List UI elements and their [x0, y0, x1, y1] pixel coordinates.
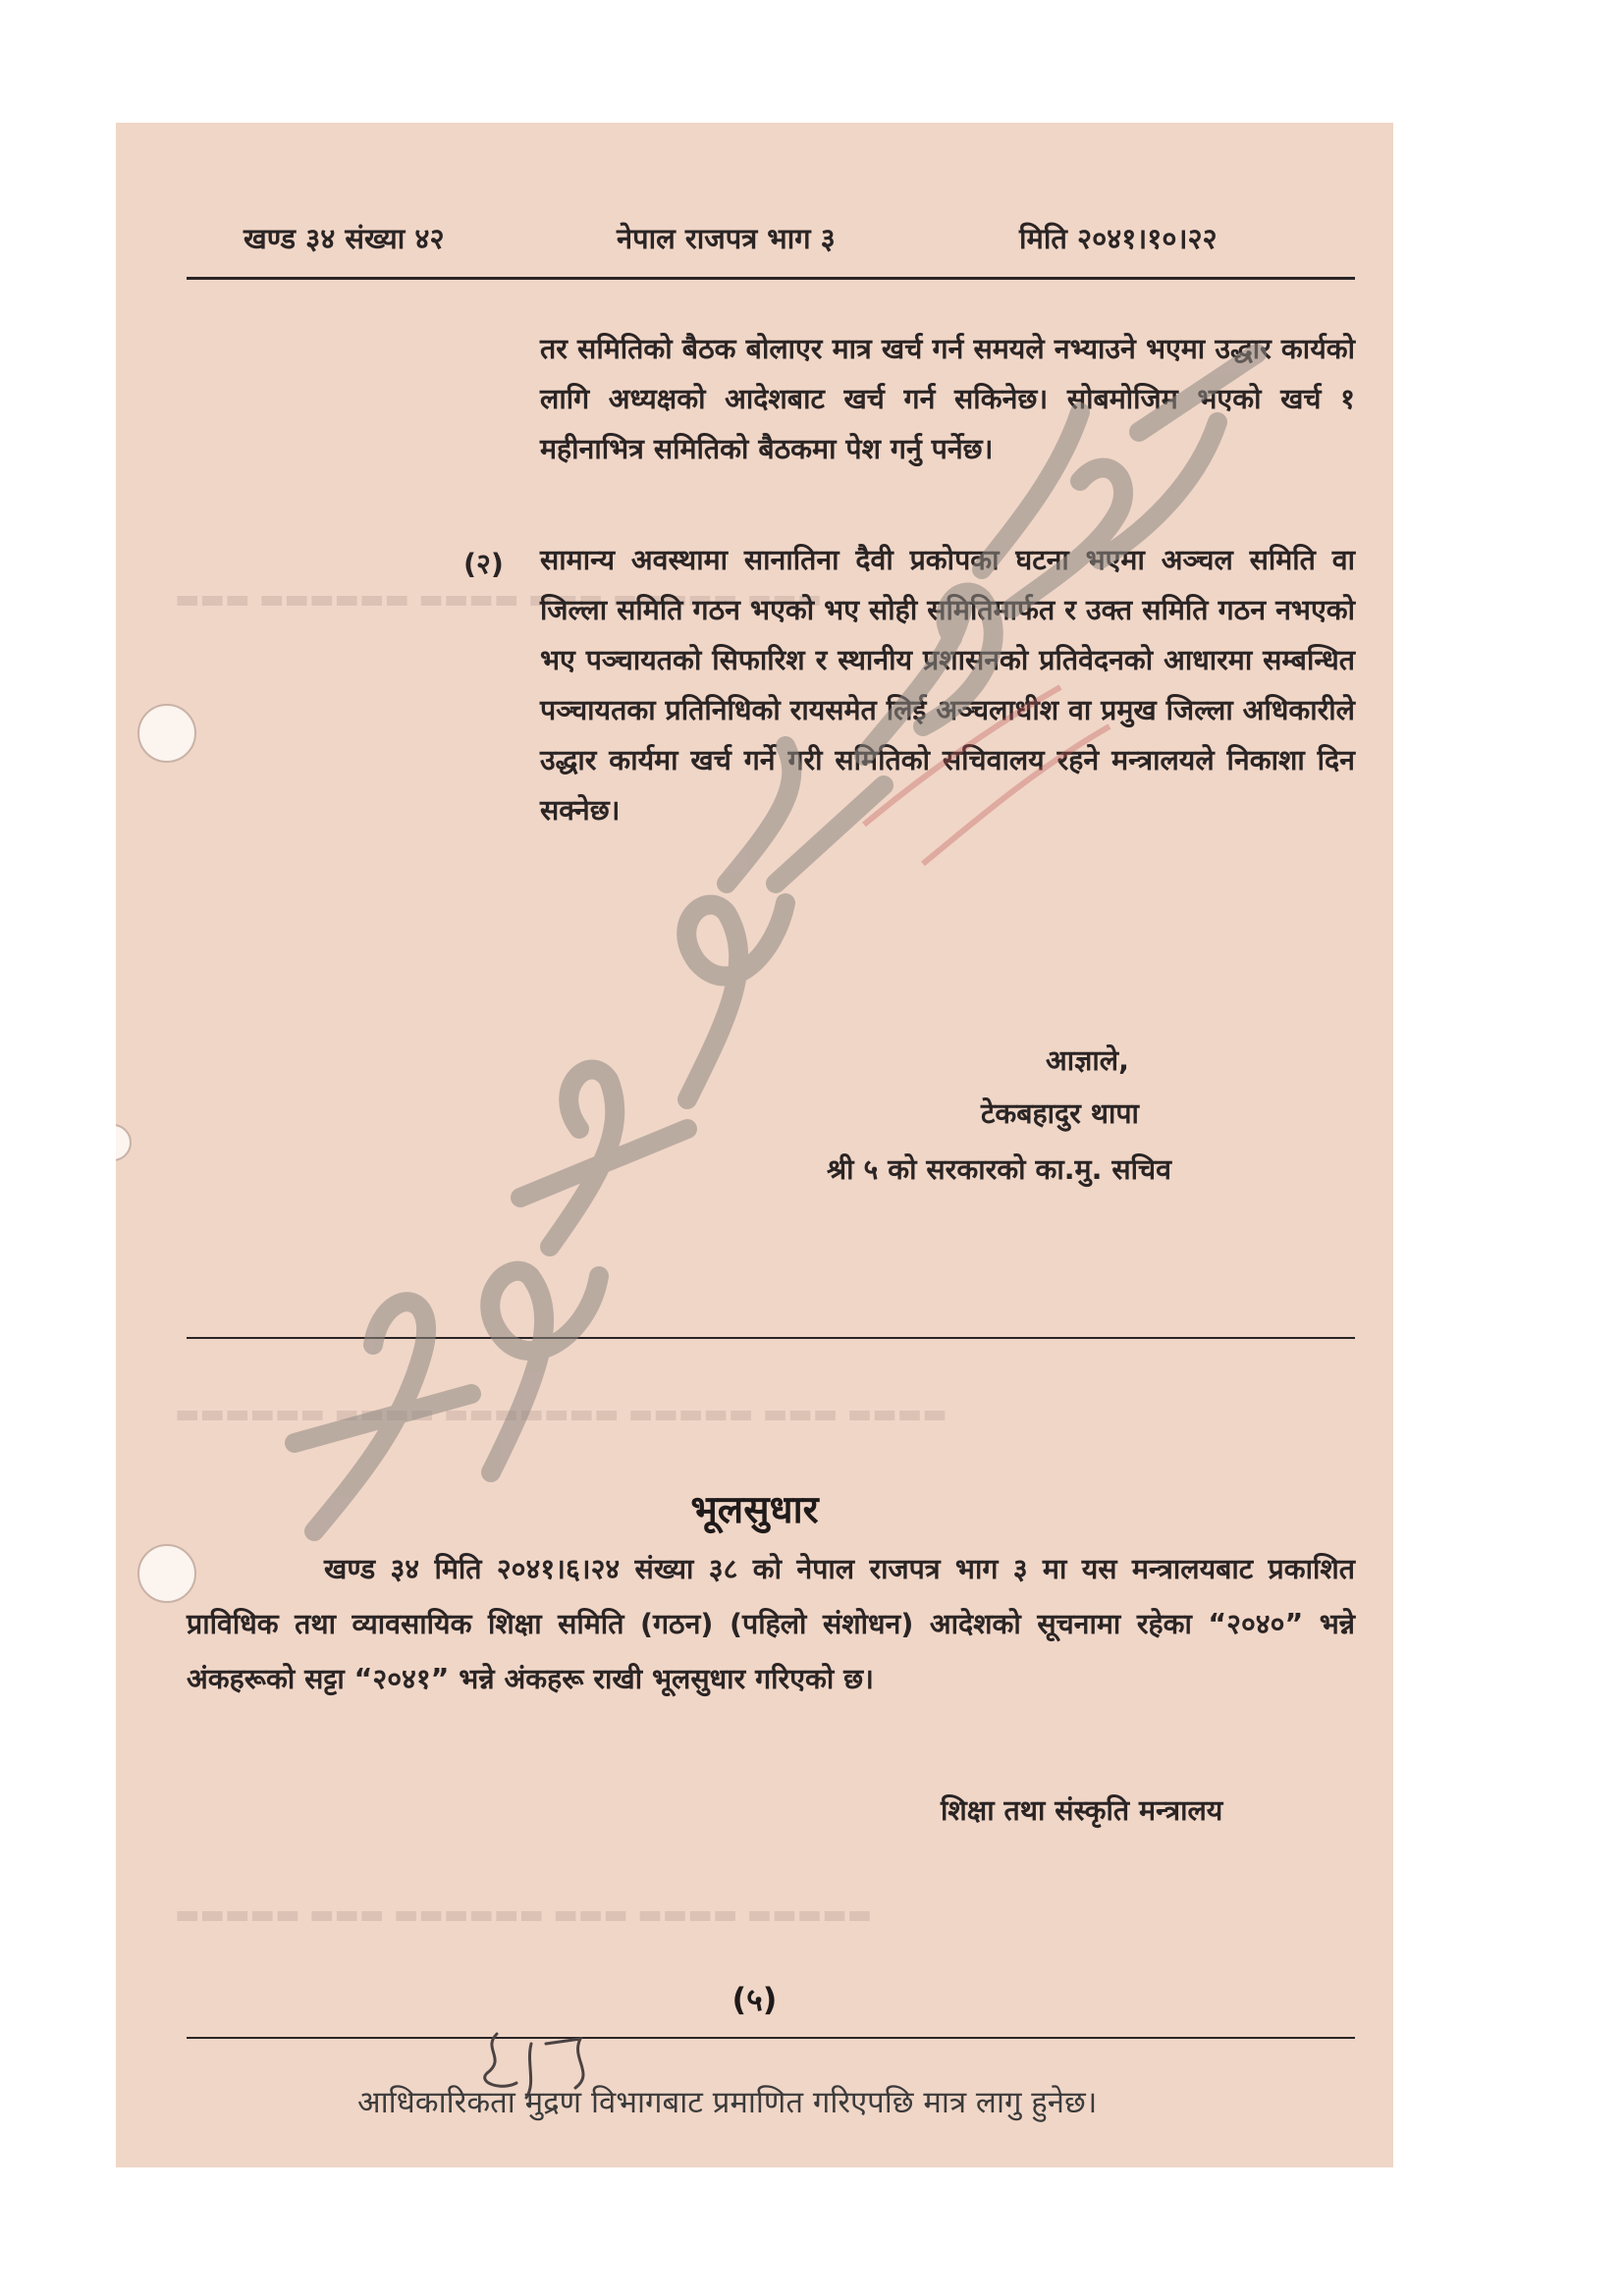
bleed-through-text: ▬▬▬▬ ▬▬▬ ▬▬▬▬▬ ▬▬▬▬▬▬▬ ▬▬▬▬ ▬▬▬▬▬▬: [175, 1399, 947, 1429]
paragraph-continuation: तर समितिको बैठक बोलाएर मात्र खर्च गर्न समयले नभ्याउने भएमा उद्धार कार्यको लागि अध्यक्षको आदेशबाट खर्च गर्न सकिनेछ। सोबमोजिम भएको खर्च १ महीनाभित्र समितिको बैठकमा पेश गर्नु पर्नेछ।: [540, 333, 1355, 465]
signatory-name: टेकबहादुर थापा: [981, 1097, 1139, 1130]
bleed-through-text: ▬▬▬▬▬ ▬▬▬▬ ▬▬▬ ▬▬▬▬▬▬ ▬▬▬ ▬▬▬▬▬: [175, 1899, 873, 1930]
page-number: (५): [731, 1981, 778, 2018]
punch-hole: [116, 1124, 132, 1161]
gazette-title: नेपाल राजपत्र भाग ३: [617, 222, 836, 255]
publication-date: मिति २०४१।१०।२२: [1019, 222, 1218, 255]
section-divider: [187, 1337, 1355, 1339]
authenticity-note: आधिकारिकता मुद्रण विभागबाट प्रमाणित गरिएपछि मात्र लागु हुनेछ।: [357, 2085, 1098, 2120]
clause-number: (२): [463, 548, 504, 580]
punch-hole: [137, 704, 196, 763]
bleed-through-text: ▬▬▬ ▬▬▬▬▬ ▬▬▬ ▬▬▬▬ ▬▬▬▬▬▬ ▬▬▬: [175, 584, 823, 614]
gazette-page: [116, 123, 1393, 2167]
clause-text: सामान्य अवस्थामा सानातिना दैवी प्रकोपका घटना भएमा अञ्चल समिति वा जिल्ला समिति गठन भएको भए सोही समितिमार्फत र उक्त समिति गठन नभएको भए पञ्चायतको सिफारिश र स्थानीय प्रशासनको प्रतिवेदनको आधारमा सम्बन्धित पञ्चायतका प्रतिनिधिको रायसमेत लिई अञ्चलाधीश वा प्रमुख जिल्ला अधिकारीले उद्धार कार्यमा खर्च गर्ने गरी समितिको सचिवालय रहने मन्त्रालयले निकाशा दिन सक्नेछ।: [540, 544, 1355, 827]
by-order: आज्ञाले,: [1046, 1044, 1129, 1077]
correction-text: खण्ड ३४ मिति २०४१।६।२४ संख्या ३८ को नेपाल राजपत्र भाग ३ मा यस मन्त्रालयबाट प्रकाशित प्राविधिक तथा व्यावसायिक शिक्षा समिति (गठन) (पहिलो संशोधन) आदेशको सूचनामा रहेका “२०४०” भन्ने अंकहरूको सट्टा “२०४१” भन्ने अंकहरू राखी भूलसुधार गरिएको छ।: [187, 1553, 1355, 1695]
volume-issue: खण्ड ३४ संख्या ४२: [244, 222, 445, 255]
correction-issuer: शिक्षा तथा संस्कृति मन्त्रालय: [941, 1794, 1223, 1827]
correction-heading: भूलसुधार: [690, 1488, 819, 1532]
signatory-designation: श्री ५ को सरकारको का.मु. सचिव: [827, 1153, 1171, 1186]
header-rule: [187, 277, 1355, 280]
footer-rule: [187, 2037, 1355, 2039]
punch-hole: [137, 1544, 196, 1603]
